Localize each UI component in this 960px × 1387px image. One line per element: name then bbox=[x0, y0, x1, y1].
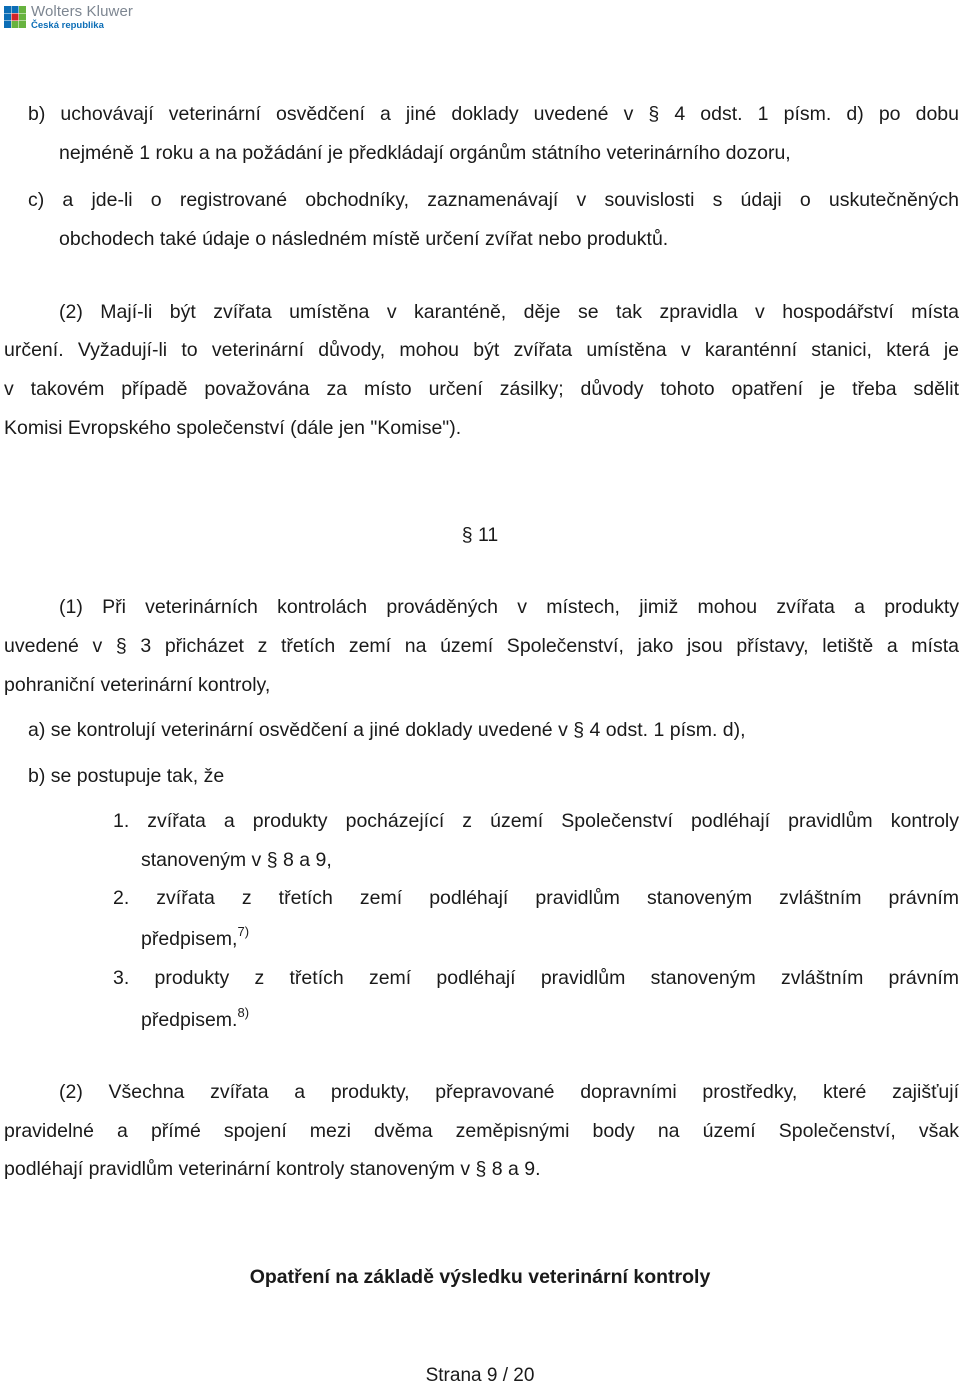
list-item-line bbox=[141, 923, 250, 951]
text-line: Komisi Evropského společenství (dále jen "Komise"). bbox=[4, 417, 462, 439]
list-item-text: předpisem, bbox=[141, 928, 238, 950]
text-line: pravidelné a přímé spojení mezi dvěma zeměpisnými body na území Společenství, však bbox=[4, 1120, 959, 1142]
publisher-logo bbox=[4, 4, 133, 36]
bold-section-heading: Opatření na základě výsledku veterinární kontroly bbox=[249, 1266, 711, 1288]
list-item-line bbox=[141, 1004, 250, 1032]
list-item-line: 2. zvířata z třetích zemí podléhají pravidlům stanoveným zvláštním právním bbox=[113, 887, 959, 909]
section-heading: § 11 bbox=[461, 524, 499, 546]
text-line: b) uchovávají veterinární osvědčení a jiné doklady uvedené v § 4 odst. 1 písm. d) po dobu bbox=[28, 103, 959, 125]
text-line: podléhají pravidlům veterinární kontroly stanoveným v § 8 a 9. bbox=[4, 1158, 541, 1180]
list-item-line: 3. produkty z třetích zemí podléhají pravidlům stanoveným zvláštním právním bbox=[113, 967, 959, 989]
text-line: v takovém případě považována za místo určení zásilky; důvody tohoto opatření je třeba sdělit bbox=[4, 378, 959, 400]
text-line: b) se postupuje tak, že bbox=[28, 765, 225, 787]
list-item-line: stanoveným v § 8 a 9, bbox=[141, 849, 332, 871]
text-line: (2) Mají-li být zvířata umístěna v karanténě, děje se tak zpravidla v hospodářství místa bbox=[59, 301, 959, 323]
footnote-reference: 7) bbox=[237, 923, 250, 939]
text-line: uvedené v § 3 přicházet z třetích zemí na území Společenství, jako jsou přístavy, letiště a místa bbox=[4, 635, 959, 657]
logo-name: Wolters Kluwer bbox=[31, 3, 133, 20]
text-line: určení. Vyžadují-li to veterinární důvody, mohou být zvířata umístěna v karanténní stanici, která je bbox=[4, 339, 959, 361]
wolters-kluwer-logo-icon bbox=[4, 6, 26, 28]
list-item-line: 1. zvířata a produkty pocházející z území Společenství podléhají pravidlům kontroly bbox=[113, 810, 959, 832]
footnote-reference: 8) bbox=[237, 1004, 250, 1020]
text-line: c) a jde-li o registrované obchodníky, zaznamenávají v souvislosti s údaji o uskutečněných bbox=[28, 189, 959, 211]
page-number: Strana 9 / 20 bbox=[425, 1365, 535, 1386]
text-line: a) se kontrolují veterinární osvědčení a jiné doklady uvedené v § 4 odst. 1 písm. d), bbox=[28, 719, 746, 741]
text-line: obchodech také údaje o následném místě určení zvířat nebo produktů. bbox=[59, 228, 669, 250]
text-line: pohraniční veterinární kontroly, bbox=[4, 674, 271, 696]
list-item-text: předpisem. bbox=[141, 1009, 238, 1031]
text-line: (2) Všechna zvířata a produkty, přepravované dopravními prostředky, které zajišťují bbox=[59, 1081, 959, 1103]
text-line: nejméně 1 roku a na požádání je předkládají orgánům státního veterinárního dozoru, bbox=[59, 142, 791, 164]
logo-subtitle: Česká republika bbox=[31, 20, 104, 31]
text-line: (1) Při veterinárních kontrolách prováděných v místech, jimiž mohou zvířata a produkty bbox=[59, 596, 959, 618]
